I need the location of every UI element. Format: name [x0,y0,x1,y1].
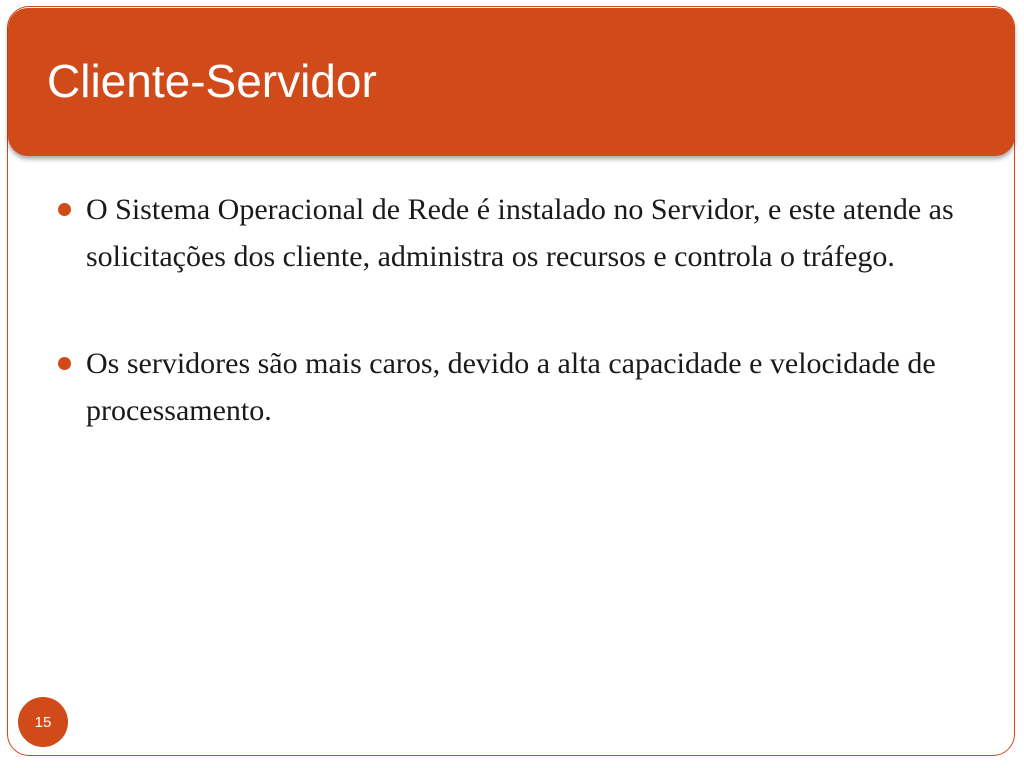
bullet-list [56,186,976,494]
bullet-dot-icon [58,203,71,216]
bullet-dot-icon [58,357,71,370]
bullet-text: O Sistema Operacional de Rede é instalado no Servidor, e este atende as solicitações dos cliente, administra os recursos e controla o tráfego. [86,193,954,273]
page-number: 15 [34,713,52,731]
bullet-text: Os servidores são mais caros, devido a alta capacidade e velocidade de processamento. [86,347,936,427]
title-bar [8,8,1015,156]
page-number-badge [18,697,68,747]
bullet-item [56,340,976,434]
bullet-item [56,186,976,280]
slide-title: Cliente-Servidor [47,55,377,107]
